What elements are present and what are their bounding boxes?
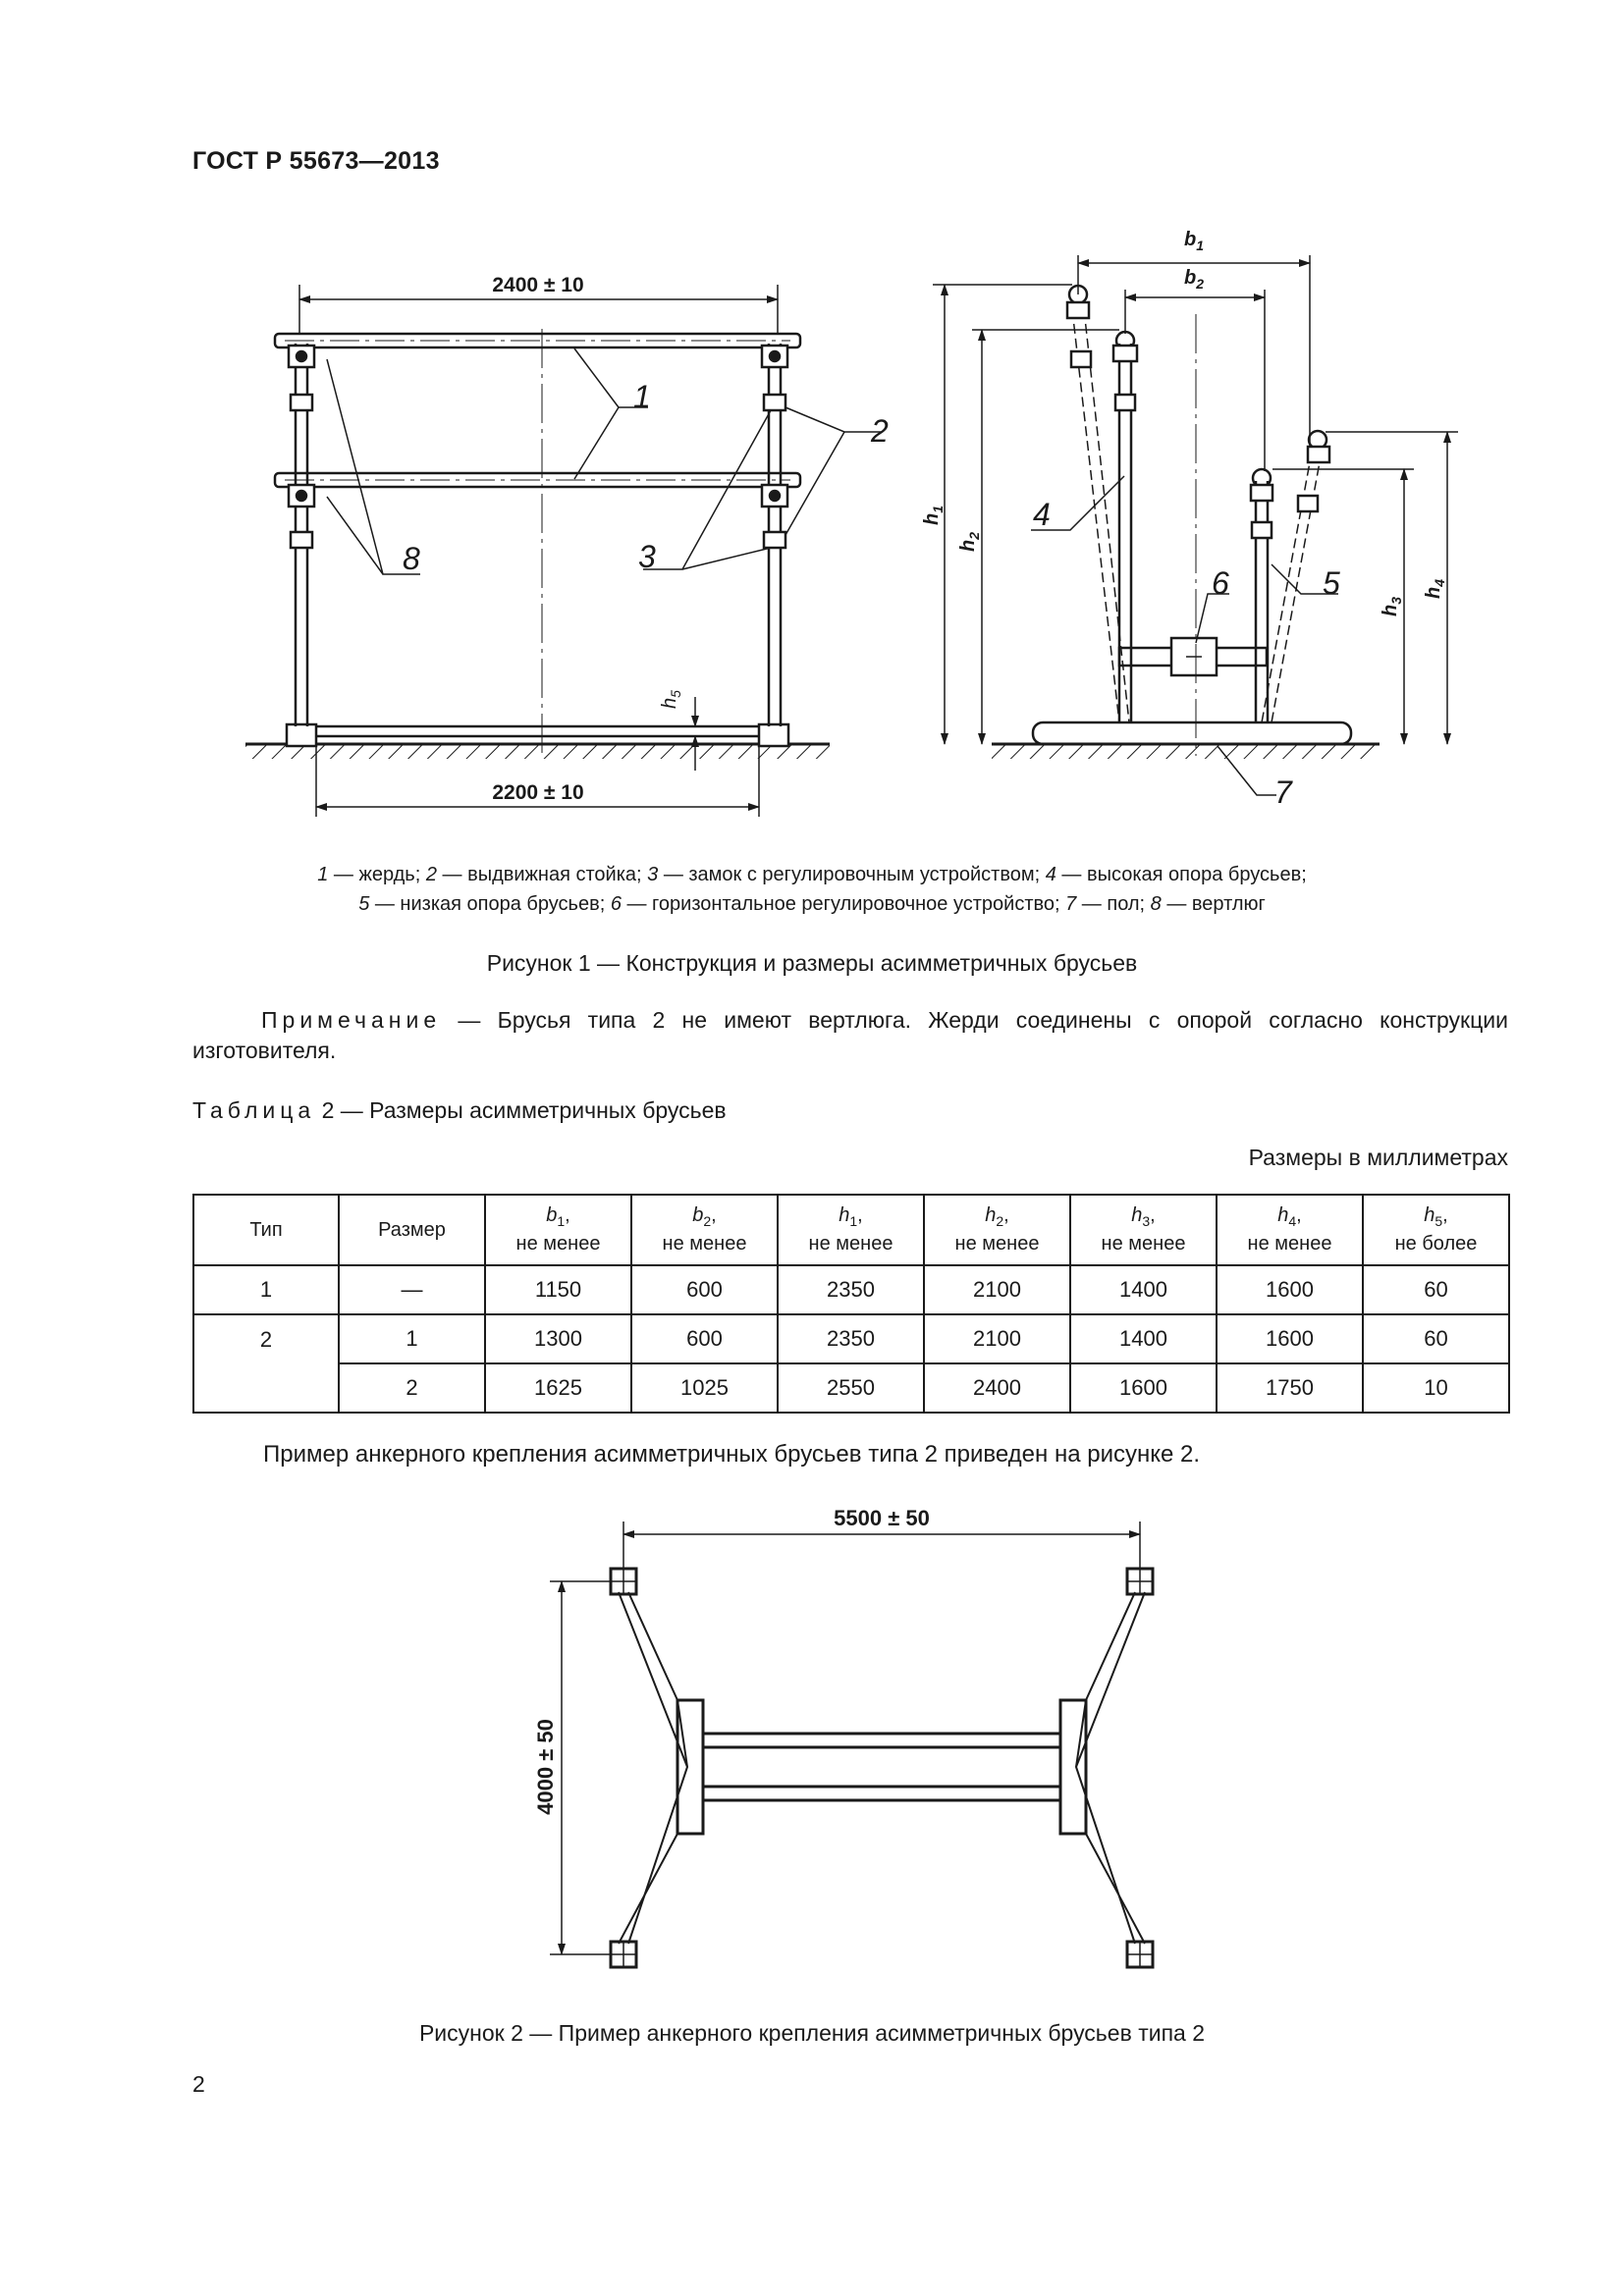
dim-h3: $h_3$ xyxy=(1380,596,1404,616)
legend-line-1: 1 — жердь; 2 — выдвижная стойка; 3 — замок с регулировочным устройством; 4 — высокая опора брусьев; xyxy=(317,864,1307,885)
fig2-dim-height: 4000 ± 50 xyxy=(533,1719,558,1815)
callout-6: 6 xyxy=(1212,565,1229,601)
header-h1: $h_1$, не менее xyxy=(778,1195,924,1265)
figure2-anchoring xyxy=(550,1522,1153,1967)
table-row: 2 1625 1025 2550 2400 1600 1750 10 xyxy=(193,1363,1509,1413)
legend-line-2: 5 — низкая опора брусьев; 6 — горизонтальное регулировочное устройство; 7 — пол; 8 — вертлюг xyxy=(358,893,1266,915)
dim-h2: $h_2$ xyxy=(957,531,982,552)
figure2-caption: Рисунок 2 — Пример анкерного крепления асимметричных брусьев типа 2 xyxy=(418,2020,1206,2046)
dim-b2: $b_2$ xyxy=(1184,267,1205,292)
dim-h1: $h_1$ xyxy=(921,505,946,525)
page-number: 2 xyxy=(192,2071,205,2097)
callout-3: 3 xyxy=(638,539,656,574)
callout-8: 8 xyxy=(403,541,420,576)
header-size: Размер xyxy=(339,1195,485,1265)
note-paragraph xyxy=(192,1005,1508,1066)
table-row: 2 1 1300 600 2350 2100 1400 1600 60 xyxy=(193,1314,1509,1363)
table-units: Размеры в миллиметрах xyxy=(1248,1145,1508,1170)
header-h4: $h_4$, не менее xyxy=(1217,1195,1363,1265)
header-h2: $h_2$, не менее xyxy=(924,1195,1070,1265)
callout-2: 2 xyxy=(871,413,889,449)
figure1-caption: Рисунок 1 — Конструкция и размеры асимметричных брусьев xyxy=(486,950,1138,976)
callout-5: 5 xyxy=(1323,565,1340,601)
dimensions-table xyxy=(192,1194,1510,1414)
header-type: Тип xyxy=(193,1195,339,1265)
figure1-side-view xyxy=(933,255,1458,795)
callout-1: 1 xyxy=(633,379,651,414)
fig2-dim-width: 5500 ± 50 xyxy=(834,1506,930,1530)
note-label: Примечание xyxy=(261,1007,442,1033)
example-paragraph: Пример анкерного крепления асимметричных брусьев типа 2 приведен на рисунке 2. xyxy=(263,1441,1201,1468)
figure1-front-view xyxy=(245,285,882,817)
header-h3: $h_3$, не менее xyxy=(1070,1195,1217,1265)
callout-7: 7 xyxy=(1274,774,1292,810)
dim-b1: $b_1$ xyxy=(1184,229,1205,253)
figure1-legend xyxy=(0,860,1624,919)
fig1-dim-h5: $h_5$ xyxy=(659,690,683,709)
dim-h4: $h_4$ xyxy=(1423,578,1447,599)
fig1-dim-top: 2400 ± 10 xyxy=(492,274,584,296)
header-b2: $b_2$, не менее xyxy=(631,1195,778,1265)
header-b1: $b_1$, не менее xyxy=(485,1195,631,1265)
document-header: ГОСТ Р 55673—2013 xyxy=(192,147,440,175)
header-h5: $h_5$, не более xyxy=(1363,1195,1509,1265)
table-row: 1 — 1150 600 2350 2100 1400 1600 60 xyxy=(193,1265,1509,1314)
callout-4: 4 xyxy=(1033,497,1051,532)
table-title: Таблица 2 — Размеры асимметричных брусьев xyxy=(192,1097,727,1123)
fig1-dim-bottom: 2200 ± 10 xyxy=(492,781,584,804)
note-text: — Брусья типа 2 не имеют вертлюга. Жерди соединены с опорой согласно конструкции изготовителя. xyxy=(192,1007,1508,1063)
table-header-row xyxy=(193,1195,1509,1265)
